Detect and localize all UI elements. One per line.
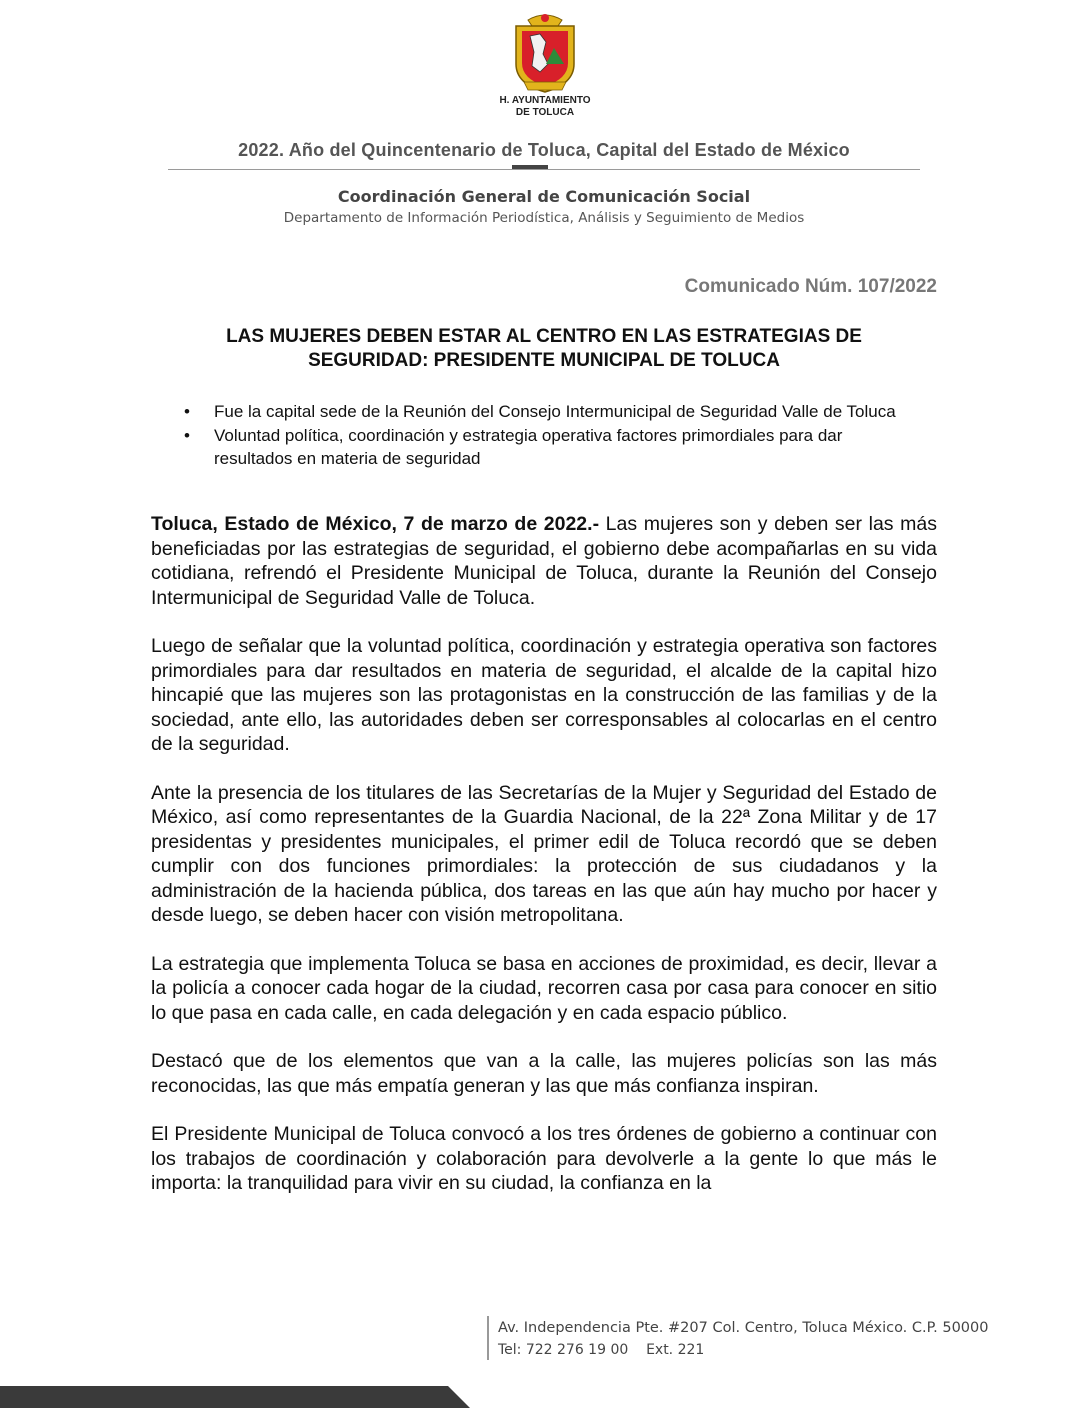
bullet-icon: • [184, 402, 190, 421]
footer-bar [0, 1386, 470, 1408]
summary-bullets [182, 400, 912, 471]
footer-address: Av. Independencia Pte. #207 Col. Centro, Toluca México. C.P. 50000 [498, 1320, 989, 1336]
coat-of-arms-icon [510, 12, 580, 94]
paragraph-1-text: Las mujeres son y deben ser las más beneficiadas por las estrategias de seguridad, el gobierno debe acompañarlas en su vida cotidiana, refrendó el Presidente Municipal de Toluca, durante la Reunión del Consejo Intermunicipal de Seguridad Valle de Toluca. [151, 513, 937, 609]
paragraph-3: Ante la presencia de los titulares de las Secretarías de la Mujer y Seguridad del Estado de México, así como representantes de la Guardia Nacional, de la 22ª Zona Militar y de 17 presidentas y presidentes municipales, el primer edil de Toluca recordó que se deben cumplir con dos funciones primordiales: la protección de sus ciudadanos y la administración de la hacienda pública, dos tareas en las que aún hay mucho por hacer y desde luego, se deben hacer con visión metropolitana. [151, 781, 937, 926]
footer-phone: Tel: 722 276 19 00 Ext. 221 [498, 1342, 705, 1358]
bullet-text: Fue la capital sede de la Reunión del Consejo Intermunicipal de Seguridad Valle de Toluca [214, 402, 896, 421]
footer-divider [487, 1316, 489, 1360]
paragraph-5: Destacó que de los elementos que van a la calle, las mujeres policías son las más reconocidas, las que más empatía generan y las que más confianza inspiran. [151, 1050, 937, 1097]
header-divider [168, 169, 920, 170]
subdepartment-title: Departamento de Información Periodística, Análisis y Seguimiento de Medios [283, 210, 805, 226]
department-title: Coordinación General de Comunicación Social [337, 187, 751, 206]
headline-line2: SEGURIDAD: PRESIDENTE MUNICIPAL DE TOLUCA [308, 350, 780, 371]
bullet-item [182, 400, 912, 423]
municipal-logo [490, 12, 600, 124]
dateline: Toluca, Estado de México, 7 de marzo de 2022.- [151, 513, 600, 535]
header-divider-accent [512, 165, 548, 169]
bullet-text: Voluntad política, coordinación y estrategia operativa factores primordiales para dar resultados en materia de seguridad [214, 426, 843, 468]
logo-caption-line2: DE TOLUCA [515, 107, 575, 118]
headline-line1: LAS MUJERES DEBEN ESTAR AL CENTRO EN LAS ESTRATEGIAS DE [226, 326, 862, 347]
paragraph-6: El Presidente Municipal de Toluca convocó a los tres órdenes de gobierno a continuar con los trabajos de coordinación y colaboración para devolverle a la gente lo que más le importa: la tranquilidad para vivir en su ciudad, la confianza en la [151, 1123, 937, 1194]
headline [152, 325, 936, 373]
bullet-item [182, 424, 912, 470]
logo-caption-line1: H. AYUNTAMIENTO [499, 95, 591, 106]
paragraph-4: La estrategia que implementa Toluca se basa en acciones de proximidad, es decir, llevar a la policía a conocer cada hogar de la ciudad, recorren casa por casa para conocer en sitio lo que pasa en cada calle, en cada delegación y en cada espacio público. [151, 952, 937, 1024]
article-body [151, 512, 937, 1220]
paragraph-1 [151, 512, 937, 610]
bullet-icon: • [184, 426, 190, 445]
paragraph-2: Luego de señalar que la voluntad política, coordinación y estrategia operativa son factores primordiales para dar resultados en materia de seguridad, el alcalde de la capital hizo hincapié que las mujeres son las protagonistas en la construcción de las familias y de la sociedad, ante ello, las autoridades deben ser corresponsables al colocarlas en el centro de la seguridad. [151, 635, 937, 755]
year-banner: 2022. Año del Quincentenario de Toluca, Capital del Estado de México [238, 140, 850, 160]
release-number: Comunicado Núm. 107/2022 [684, 276, 937, 297]
